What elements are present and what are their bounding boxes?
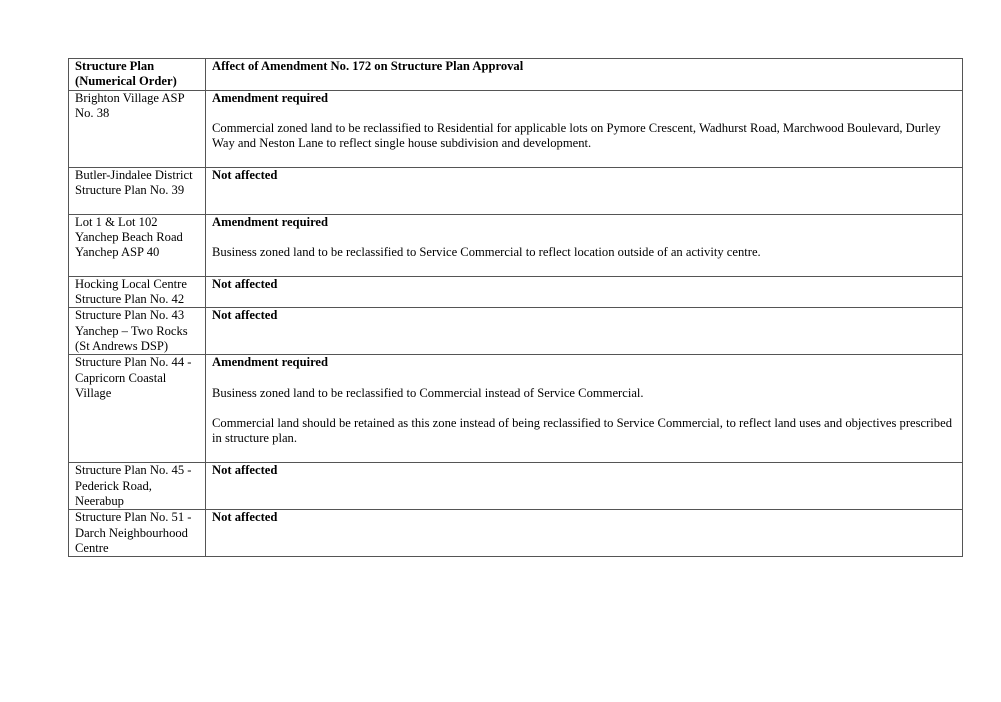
status-text: Not affected bbox=[212, 168, 278, 182]
table-row bbox=[69, 308, 963, 355]
plan-name-cell: Structure Plan No. 51 - Darch Neighbourhood Centre bbox=[69, 510, 206, 557]
plan-name-cell: Hocking Local Centre Structure Plan No. 42 bbox=[69, 277, 206, 308]
table-row bbox=[69, 510, 963, 557]
plan-name-cell: Butler-Jindalee District Structure Plan No. 39 bbox=[69, 168, 206, 215]
note-text: Commercial land should be retained as this zone instead of being reclassified to Service Commercial, to reflect land uses and objectives prescribed in structure plan. bbox=[212, 415, 952, 446]
structure-plan-table bbox=[68, 58, 963, 557]
plan-name-cell: Structure Plan No. 43 Yanchep – Two Rocks (St Andrews DSP) bbox=[69, 308, 206, 355]
table-row bbox=[69, 91, 963, 168]
table-row bbox=[69, 463, 963, 510]
plan-name-cell: Brighton Village ASP No. 38 bbox=[69, 91, 206, 168]
status-text: Not affected bbox=[212, 277, 278, 291]
note-text: Business zoned land to be reclassified to Service Commercial to reflect location outside of an activity centre. bbox=[212, 245, 761, 260]
table-row bbox=[69, 355, 963, 463]
effect-cell bbox=[206, 277, 963, 308]
effect-cell bbox=[206, 510, 963, 557]
effect-cell bbox=[206, 308, 963, 355]
effect-cell bbox=[206, 91, 963, 168]
effect-cell bbox=[206, 463, 963, 510]
status-text: Amendment required bbox=[212, 215, 329, 229]
table-header-row bbox=[69, 59, 963, 91]
header-structure-plan: Structure Plan (Numerical Order) bbox=[69, 59, 206, 91]
plan-name-cell: Structure Plan No. 45 - Pederick Road, Neerabup bbox=[69, 463, 206, 510]
status-text: Not affected bbox=[212, 308, 278, 323]
plan-name-cell: Lot 1 & Lot 102 Yanchep Beach Road Yanchep ASP 40 bbox=[69, 215, 206, 277]
note-text: Commercial zoned land to be reclassified to Residential for applicable lots on Pymore Crescent, Wadhurst Road, Marchwood Boulevard, Durley Way and Neston Lane to reflect single house subdivision and development. bbox=[212, 121, 941, 151]
status-text: Amendment required bbox=[212, 91, 329, 105]
status-text: Amendment required bbox=[212, 355, 329, 370]
effect-cell bbox=[206, 168, 963, 215]
effect-cell bbox=[206, 355, 963, 463]
status-text: Not affected bbox=[212, 510, 278, 525]
table-row bbox=[69, 277, 963, 308]
table-row bbox=[69, 168, 963, 215]
effect-cell bbox=[206, 215, 963, 277]
header-amendment-effect: Affect of Amendment No. 172 on Structure Plan Approval bbox=[206, 59, 963, 91]
note-text: Business zoned land to be reclassified to Commercial instead of Service Commercial. bbox=[212, 385, 644, 400]
status-text: Not affected bbox=[212, 463, 278, 478]
table-row bbox=[69, 215, 963, 277]
plan-name-cell: Structure Plan No. 44 - Capricorn Coastal Village bbox=[69, 355, 206, 463]
